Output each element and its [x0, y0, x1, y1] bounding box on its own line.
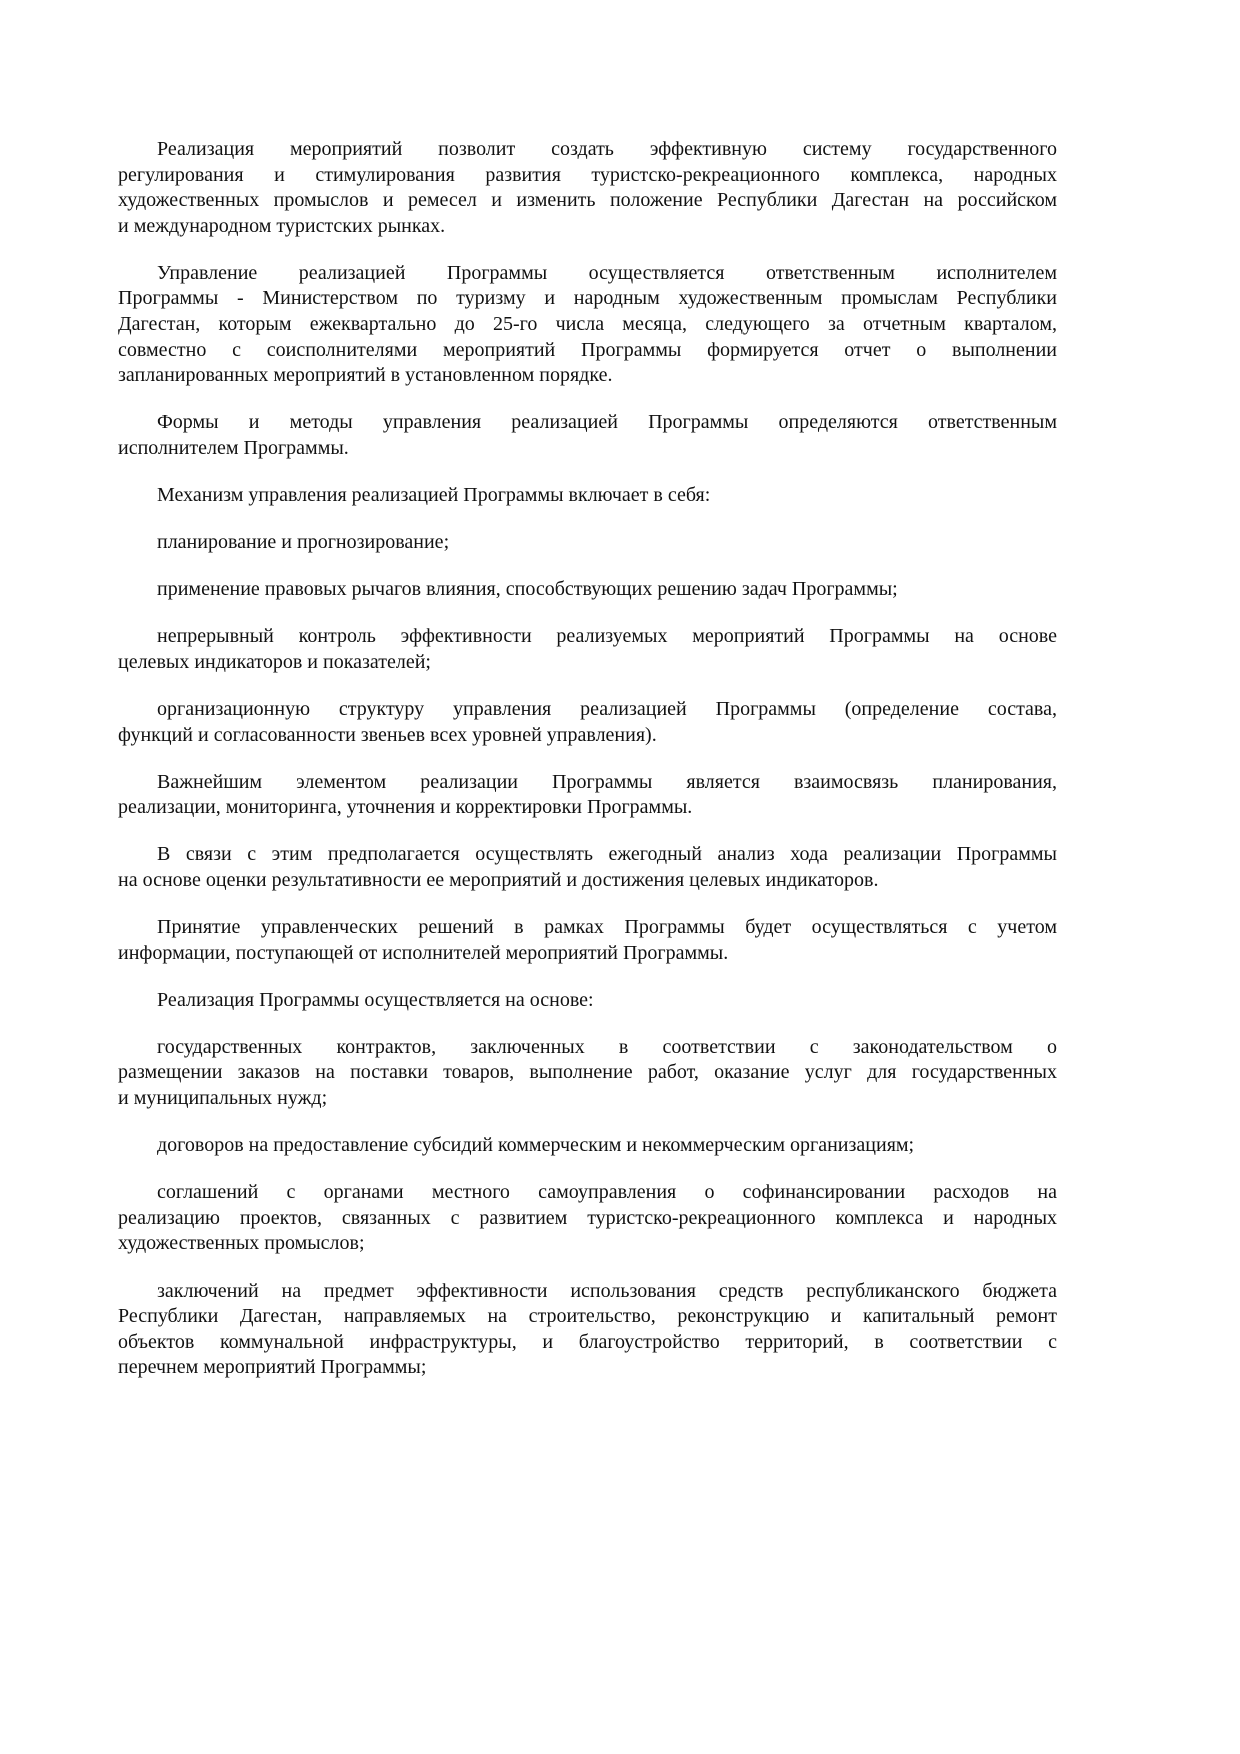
text-line: заключений на предмет эффективности использования средств республиканского бюджета — [157, 1279, 1057, 1302]
paragraph — [118, 137, 1057, 239]
text-line: совместно с соисполнителями мероприятий Программы формируется отчет о выполнении — [118, 338, 1057, 361]
text-line: непрерывный контроль эффективности реализуемых мероприятий Программы на основе — [157, 625, 1057, 648]
text-line: организационную структуру управления реализацией Программы (определение состава, — [157, 698, 1057, 720]
paragraph — [118, 1279, 1057, 1381]
text-line: исполнителем Программы. — [118, 436, 349, 459]
text-line: и муниципальных нужд; — [118, 1087, 328, 1110]
text-line: государственных контрактов, заключенных в соответствии с законодательством о — [157, 1035, 1057, 1058]
text-line: художественных промыслов и ремесел и изменить положение Республики Дагестан на российском — [118, 189, 1057, 212]
text-line: целевых индикаторов и показателей; — [118, 650, 431, 673]
paragraph — [118, 410, 1057, 461]
text-line: перечнем мероприятий Программы; — [118, 1356, 427, 1379]
paragraph — [118, 988, 1057, 1014]
text-line: Механизм управления реализацией Программы включает в себя: — [157, 484, 711, 507]
text-line: Формы и методы управления реализацией Программы определяются ответственным — [157, 411, 1057, 434]
text-line: реализацию проектов, связанных с развитием туристско-рекреационного комплекса и народных — [118, 1206, 1057, 1229]
text-line: информации, поступающей от исполнителей мероприятий Программы. — [118, 941, 729, 964]
text-line: объектов коммунальной инфраструктуры, и благоустройство территорий, в соответствии с — [118, 1330, 1057, 1353]
paragraph — [118, 915, 1057, 966]
paragraph — [118, 261, 1057, 389]
text-line: и международном туристских рынках. — [118, 214, 446, 237]
paragraph — [118, 1133, 1057, 1159]
paragraph — [118, 697, 1057, 748]
paragraph — [118, 483, 1057, 509]
text-line: запланированных мероприятий в установленном порядке. — [118, 364, 613, 387]
text-line: планирование и прогнозирование; — [157, 531, 450, 554]
text-line: соглашений с органами местного самоуправления о софинансировании расходов на — [157, 1181, 1057, 1204]
text-line: на основе оценки результативности ее мероприятий и достижения целевых индикаторов. — [118, 868, 879, 891]
text-line: функций и согласованности звеньев всех уровней управления). — [118, 723, 657, 746]
paragraph — [118, 624, 1057, 675]
paragraph — [118, 530, 1057, 556]
text-line: Реализация мероприятий позволит создать эффективную систему государственного — [157, 138, 1057, 160]
text-line: Принятие управленческих решений в рамках Программы будет осуществляться с учетом — [157, 916, 1057, 939]
paragraph — [118, 770, 1057, 821]
text-line: Республики Дагестан, направляемых на строительство, реконструкцию и капитальный ремонт — [118, 1305, 1057, 1328]
document-body — [118, 137, 1057, 1402]
paragraph — [118, 842, 1057, 893]
text-line: реализации, мониторинга, уточнения и корректировки Программы. — [118, 796, 693, 819]
text-line: регулирования и стимулирования развития туристско-рекреационного комплекса, народных — [118, 163, 1057, 186]
text-line: Программы - Министерством по туризму и народным художественным промыслам Республики — [118, 287, 1057, 310]
text-line: Управление реализацией Программы осуществляется ответственным исполнителем — [157, 261, 1057, 284]
text-line: размещении заказов на поставки товаров, выполнение работ, оказание услуг для государственных — [118, 1061, 1057, 1084]
text-line: договоров на предоставление субсидий коммерческим и некоммерческим организациям; — [157, 1134, 915, 1157]
text-line: Важнейшим элементом реализации Программы является взаимосвязь планирования, — [157, 770, 1057, 793]
text-line: В связи с этим предполагается осуществлять ежегодный анализ хода реализации Программы — [157, 843, 1057, 866]
paragraph — [118, 577, 1057, 603]
text-line: художественных промыслов; — [118, 1232, 365, 1255]
paragraph — [118, 1035, 1057, 1112]
text-line: Дагестан, которым ежеквартально до 25-го числа месяца, следующего за отчетным кварталом, — [118, 313, 1057, 336]
text-line: Реализация Программы осуществляется на основе: — [157, 988, 594, 1011]
paragraph — [118, 1180, 1057, 1257]
text-line: применение правовых рычагов влияния, способствующих решению задач Программы; — [157, 578, 898, 601]
